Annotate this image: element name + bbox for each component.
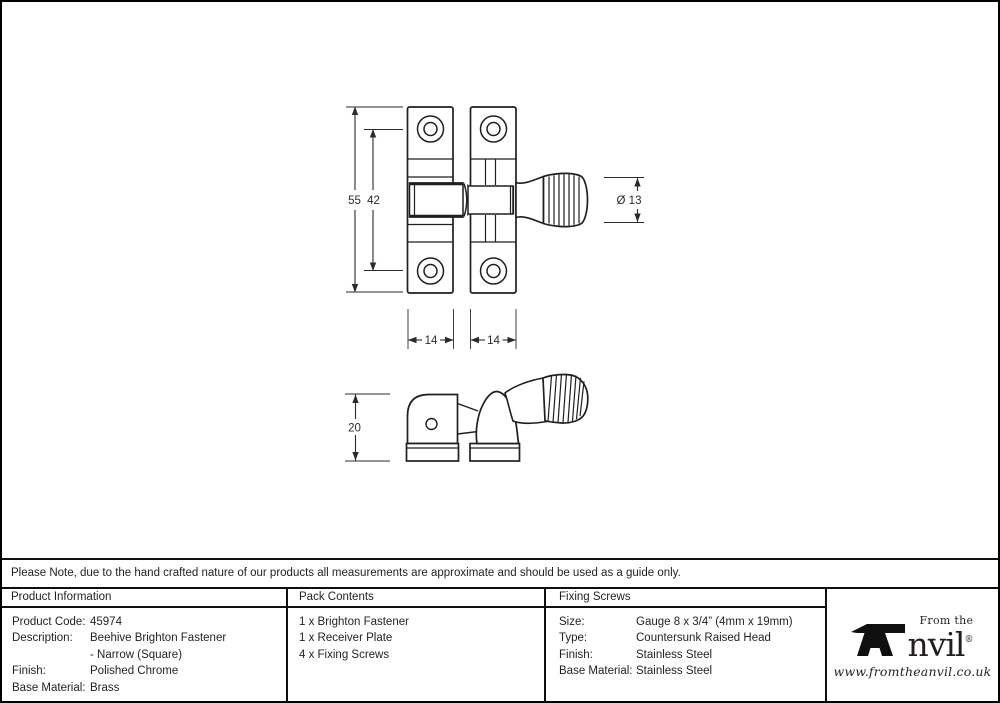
pack-contents-section: [286, 589, 544, 701]
row-value: Gauge 8 x 3/4” (4mm x 19mm): [636, 616, 793, 628]
table-row: [2, 630, 286, 646]
dim-label-55: 55: [348, 195, 361, 207]
logo-brand-text: nvil®: [907, 624, 974, 664]
fixing-screws-section: [544, 589, 825, 701]
top-view: [408, 107, 588, 293]
row-label: Finish:: [12, 665, 46, 678]
logo-website: www.fromtheanvil.co.uk: [833, 663, 992, 679]
table-row: [2, 647, 286, 663]
dim-label-14-right: 14: [487, 335, 500, 347]
anvil-icon: [851, 621, 907, 659]
table-row: [2, 680, 286, 696]
fixing-screws-header: Fixing Screws: [546, 589, 825, 608]
spec-table: [2, 558, 998, 701]
brand-logo-cell: [825, 589, 998, 701]
row-label: Finish:: [559, 648, 593, 661]
dim-label-20: 20: [348, 422, 361, 435]
row-label: Type:: [559, 632, 588, 645]
row-value: Beehive Brighton Fastener: [90, 632, 227, 645]
dim-label-42: 42: [367, 195, 380, 207]
table-row: [546, 630, 825, 646]
row-label: Base Material:: [559, 665, 633, 678]
table-row: [2, 663, 286, 679]
row-label: Description:: [12, 632, 73, 645]
product-information-header: Product Information: [2, 589, 286, 608]
list-item: 1 x Brighton Fastener: [299, 616, 409, 628]
row-value: - Narrow (Square): [90, 648, 183, 661]
beehive-knob-top: [516, 173, 588, 226]
from-the-anvil-logo: [834, 612, 992, 679]
list-item: 4 x Fixing Screws: [299, 648, 390, 661]
dim-label-dia13: Ø 13: [616, 195, 642, 207]
row-value: Stainless Steel: [636, 648, 713, 661]
beehive-knob-side: [543, 374, 588, 423]
pack-contents-header: Pack Contents: [288, 589, 544, 608]
row-value: Stainless Steel: [636, 665, 713, 678]
latch-bar: [410, 183, 514, 217]
row-label: Base Material:: [12, 681, 86, 694]
table-row: [546, 663, 825, 679]
disclaimer-note: Please Note, due to the hand crafted nature of our products all measurements are approximate and should be used as a guide only.: [2, 558, 998, 589]
row-value: Countersunk Raised Head: [636, 632, 771, 645]
side-view: [407, 374, 588, 461]
technical-drawing: [2, 2, 998, 558]
product-information-section: [2, 589, 286, 701]
row-label: [2, 647, 90, 663]
table-row: [2, 614, 286, 630]
table-row: [546, 614, 825, 630]
table-row: [546, 647, 825, 663]
dim-label-14-left: 14: [424, 335, 438, 347]
registered-mark: ®: [964, 634, 974, 645]
row-value: 45974: [90, 616, 122, 628]
row-label: Product Code:: [12, 616, 86, 628]
row-label: Size:: [559, 616, 585, 628]
row-value: Brass: [90, 681, 120, 694]
row-value: Polished Chrome: [90, 665, 179, 678]
logo-tagline: From the: [919, 613, 974, 627]
list-item: 1 x Receiver Plate: [299, 632, 393, 645]
